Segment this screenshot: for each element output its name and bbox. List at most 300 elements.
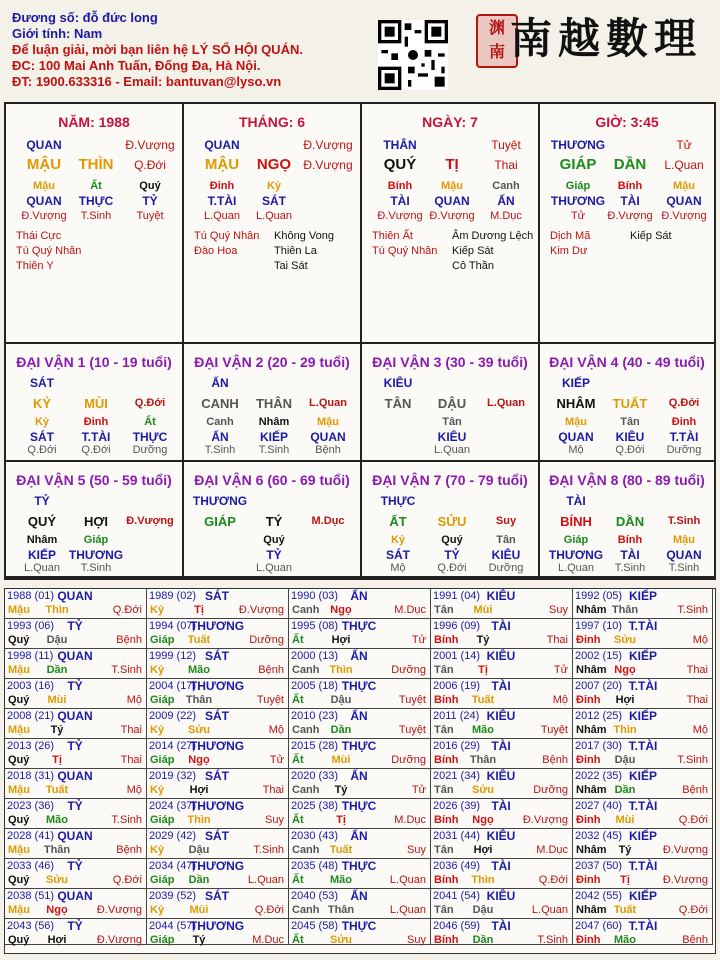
year-branch: Dần	[188, 874, 210, 886]
contact-line-3[interactable]: ĐT: 1900.633316 - Email: bantuvan@lyso.vn	[12, 74, 282, 89]
star-left: Tú Quý Nhân	[372, 245, 438, 257]
dai-van-god: TỶ	[34, 494, 50, 508]
dai-van-god: TÀI	[566, 494, 586, 508]
year-ten-god: THỰC	[341, 739, 377, 753]
year-label: 2032 (45)	[575, 830, 623, 842]
year-branch: Dậu	[46, 634, 68, 646]
dai-van-god: THỰC	[380, 494, 416, 508]
phase-top: Tử	[676, 138, 692, 152]
ten-god-top: QUAN	[26, 138, 62, 152]
year-phase: Tuyệt	[398, 694, 426, 706]
year-phase: T.Sinh	[677, 604, 708, 616]
year-ten-god: THỰC	[341, 619, 377, 633]
year-phase: T.Sinh	[111, 814, 142, 826]
year-label: 2044 (57)	[149, 920, 197, 932]
year-stem: Quý	[8, 754, 30, 766]
year-cell[interactable]	[431, 679, 573, 709]
year-cell[interactable]	[147, 709, 289, 739]
year-ten-god: T.TÀI	[628, 739, 658, 753]
year-stem: Nhâm	[576, 664, 607, 676]
year-cell[interactable]	[5, 769, 147, 799]
year-cell[interactable]	[289, 919, 431, 945]
year-phase: T.Sinh	[111, 664, 142, 676]
year-label: 1998 (11)	[7, 650, 54, 662]
year-stem: Nhâm	[576, 604, 607, 616]
year-cell[interactable]	[573, 859, 713, 889]
year-cell[interactable]	[289, 859, 431, 889]
year-stem: Giáp	[150, 934, 175, 946]
year-label: 2030 (43)	[291, 830, 339, 842]
year-ten-god: TỶ	[67, 859, 83, 873]
year-phase: L.Quan	[389, 874, 426, 886]
year-cell[interactable]	[289, 829, 431, 859]
year-ten-god: TÀI	[491, 919, 511, 933]
year-cell[interactable]	[289, 589, 431, 619]
year-cell[interactable]	[573, 799, 713, 829]
dai-van-hidden-god: TỶ	[444, 548, 460, 562]
year-label: 1988 (01)	[7, 590, 55, 602]
year-phase: Đ.Vượng	[662, 844, 708, 856]
dai-van-hidden-phase: L.Quan	[255, 562, 293, 574]
hidden-phase: M.Dục	[490, 210, 522, 222]
year-ten-god: QUAN	[57, 709, 93, 723]
year-branch: Thìn	[471, 874, 495, 886]
dai-van-stem: ẤT	[389, 514, 407, 529]
dai-van-state: Q.Đới	[668, 397, 700, 409]
year-cell[interactable]	[431, 739, 573, 769]
year-stem: Kỷ	[150, 844, 165, 856]
hidden-stem: Bính	[387, 180, 413, 192]
year-stem: Ất	[292, 634, 304, 646]
year-ten-god: THƯƠNG	[189, 919, 245, 933]
hidden-stem: Mậu	[673, 180, 695, 192]
year-stem: Kỷ	[150, 904, 165, 916]
year-stem: Giáp	[150, 874, 175, 886]
year-stem: Tân	[434, 844, 454, 856]
year-ten-god: T.TÀI	[628, 679, 658, 693]
year-branch: Tý	[50, 724, 64, 736]
year-branch: Sửu	[45, 874, 69, 886]
year-stem: Mậu	[8, 664, 30, 676]
earthly-branch: TỊ	[445, 156, 459, 173]
year-ten-god: TỶ	[67, 619, 83, 633]
year-phase: Thai	[686, 664, 708, 676]
year-branch: Mùi	[189, 904, 209, 916]
year-branch: Dậu	[614, 754, 636, 766]
year-branch: Thân	[327, 904, 355, 916]
dai-van-hidden-god: QUAN	[310, 430, 346, 444]
year-cell[interactable]	[573, 889, 713, 919]
hidden-phase: Tuyệt	[136, 210, 164, 222]
pillar-title: THÁNG: 6	[238, 114, 306, 130]
year-stem: Tân	[434, 784, 454, 796]
dai-van-branch: HỢI	[83, 514, 109, 529]
year-label: 2022 (35)	[575, 770, 623, 782]
dai-van-hidden-god: TÀI	[620, 548, 640, 562]
year-stem: Ất	[292, 814, 304, 826]
year-cell[interactable]	[431, 649, 573, 679]
dai-van-state: Q.Đới	[134, 397, 166, 409]
year-branch: Ngọ	[614, 664, 636, 676]
hidden-stem: Kỷ	[266, 180, 282, 192]
year-label: 2007 (20)	[575, 680, 623, 692]
year-stem: Canh	[292, 784, 320, 796]
year-ten-god: SÁT	[205, 829, 229, 843]
year-phase: Bệnh	[116, 844, 142, 856]
year-cell[interactable]	[147, 919, 289, 945]
hidden-phase: L.Quan	[255, 210, 293, 222]
year-stem: Quý	[8, 634, 30, 646]
year-label: 2003 (16)	[7, 680, 55, 692]
year-cell[interactable]	[147, 649, 289, 679]
dai-van-god: THƯƠNG	[192, 494, 248, 508]
gender: Giới tính: Nam	[12, 26, 103, 41]
year-cell[interactable]	[431, 799, 573, 829]
branch-state: Q.Đới	[134, 158, 166, 172]
year-label: 2020 (33)	[291, 770, 339, 782]
year-label: 2028 (41)	[7, 830, 55, 842]
star-left: Tú Quý Nhân	[194, 230, 260, 242]
year-cell[interactable]	[5, 589, 147, 619]
year-label: 2025 (38)	[291, 800, 339, 812]
year-branch: Dậu	[330, 694, 352, 706]
year-cell[interactable]	[573, 709, 713, 739]
dai-van-title: ĐẠI VẬN 7 (70 - 79 tuổi)	[372, 472, 528, 488]
year-cell[interactable]	[5, 709, 147, 739]
year-stem: Canh	[292, 664, 320, 676]
year-branch: Mùi	[331, 754, 351, 766]
year-cell[interactable]	[573, 679, 713, 709]
year-cell[interactable]	[431, 619, 573, 649]
heavenly-stem: QUÝ	[383, 156, 417, 173]
year-phase: Tử	[553, 664, 568, 676]
year-phase: M.Dục	[394, 604, 426, 616]
dai-van-stem: TÂN	[384, 396, 412, 411]
year-phase: T.Sinh	[537, 934, 568, 946]
dai-van-branch: MÙI	[84, 396, 108, 411]
year-cell[interactable]	[431, 589, 573, 619]
dai-van-cell	[540, 344, 716, 462]
year-cell[interactable]	[289, 889, 431, 919]
year-ten-god: KIÊU	[486, 589, 516, 603]
star-left: Dịch Mã	[550, 230, 591, 242]
year-cell[interactable]	[147, 829, 289, 859]
year-branch: Thìn	[187, 814, 211, 826]
dai-van-hidden-stem: Canh	[206, 416, 234, 428]
year-cell[interactable]	[147, 739, 289, 769]
year-stem: Ất	[292, 934, 304, 946]
year-cell[interactable]	[5, 799, 147, 829]
year-branch: Tý	[192, 934, 206, 946]
dai-van-hidden-god: KIÊU	[437, 430, 467, 444]
year-label: 2034 (47)	[149, 860, 197, 872]
year-phase: M.Dục	[536, 844, 568, 856]
year-branch: Sửu	[471, 784, 495, 796]
year-ten-god: TÀI	[491, 859, 511, 873]
dai-van-title: ĐẠI VẬN 4 (40 - 49 tuổi)	[549, 354, 705, 370]
year-label: 1997 (10)	[575, 620, 623, 632]
dai-van-hidden-stem: Kỷ	[390, 534, 406, 546]
year-phase: L.Quan	[531, 904, 568, 916]
dai-van-hidden-phase: L.Quan	[23, 562, 61, 574]
year-cell[interactable]	[573, 589, 713, 619]
year-ten-god: ẤN	[350, 769, 368, 783]
year-cell[interactable]	[431, 919, 573, 945]
hidden-stem: Mậu	[33, 180, 55, 192]
year-branch: Dần	[472, 934, 494, 946]
year-cell[interactable]	[147, 859, 289, 889]
year-ten-god: KIẾP	[628, 889, 658, 903]
year-phase: Thai	[262, 784, 284, 796]
year-stem: Tân	[434, 604, 454, 616]
pillar-grid	[4, 102, 716, 580]
year-ten-god: THƯƠNG	[189, 859, 245, 873]
year-ten-god: QUAN	[57, 889, 93, 903]
year-phase: Mộ	[552, 694, 568, 706]
year-cell[interactable]	[5, 619, 147, 649]
pillar-cell	[184, 104, 362, 344]
year-stem: Bính	[434, 934, 459, 946]
star-right: Thiên La	[274, 245, 317, 257]
year-branch: Mão	[614, 934, 636, 946]
dai-van-hidden-phase: Q.Đới	[81, 444, 111, 456]
year-phase: Tử	[269, 754, 284, 766]
branch-state: L.Quan	[664, 158, 704, 172]
dai-van-hidden-god: KIÊU	[615, 430, 645, 444]
year-branch: Ngọ	[330, 604, 352, 616]
dai-van-hidden-stem: Giáp	[83, 534, 109, 546]
year-cell[interactable]	[573, 619, 713, 649]
year-ten-god: THƯƠNG	[189, 679, 245, 693]
pillar-title: NGÀY: 7	[422, 114, 478, 130]
year-phase: Dưỡng	[391, 754, 426, 766]
year-cell[interactable]	[431, 829, 573, 859]
dai-van-hidden-stem: Mậu	[317, 416, 339, 428]
year-phase: L.Quan	[247, 874, 284, 886]
seal-char-1: 渊	[488, 18, 505, 37]
year-ten-god: KIẾP	[628, 829, 658, 843]
year-ten-god: KIÊU	[486, 829, 516, 843]
year-stem: Mậu	[8, 724, 30, 736]
year-branch: Tị	[620, 874, 630, 886]
year-branch: Thân	[469, 754, 497, 766]
hidden-phase: Đ.Vượng	[429, 210, 475, 222]
year-phase: Bệnh	[258, 664, 284, 676]
year-cell[interactable]	[147, 679, 289, 709]
year-cell[interactable]	[573, 739, 713, 769]
year-stem: Bính	[434, 634, 459, 646]
year-ten-god: TÀI	[491, 799, 511, 813]
dai-van-hidden-phase: T.Sinh	[204, 444, 236, 456]
dai-van-stem: KỶ	[32, 396, 52, 411]
star-right: Kiếp Sát	[630, 230, 672, 242]
dai-van-hidden-stem: Bính	[617, 534, 643, 546]
year-ten-god: THỰC	[341, 919, 377, 933]
dai-van-branch: TÝ	[265, 514, 283, 529]
year-phase: Suy	[265, 814, 284, 826]
year-cell[interactable]	[431, 889, 573, 919]
year-cell[interactable]	[147, 589, 289, 619]
dai-van-hidden-phase: Q.Đới	[615, 444, 645, 456]
year-label: 2018 (31)	[7, 770, 55, 782]
yearly-luck-table	[4, 588, 716, 954]
year-branch: Tị	[336, 814, 346, 826]
dai-van-hidden-phase: T.Sinh	[668, 562, 700, 574]
year-cell[interactable]	[147, 889, 289, 919]
year-cell[interactable]	[289, 769, 431, 799]
year-cell[interactable]	[147, 769, 289, 799]
dai-van-hidden-god: T.TÀI	[669, 430, 699, 444]
year-phase: Q.Đới	[254, 904, 284, 916]
year-cell[interactable]	[573, 919, 713, 945]
year-label: 2002 (15)	[575, 650, 623, 662]
dai-van-cell	[6, 344, 184, 462]
qr-code-icon[interactable]	[378, 20, 448, 90]
year-branch: Thìn	[613, 724, 637, 736]
year-cell[interactable]	[431, 709, 573, 739]
year-cell[interactable]	[147, 619, 289, 649]
year-cell[interactable]	[5, 889, 147, 919]
dai-van-hidden-god: SÁT	[386, 548, 410, 562]
year-cell[interactable]	[5, 679, 147, 709]
year-cell[interactable]	[289, 619, 431, 649]
year-label: 1993 (06)	[7, 620, 55, 632]
year-cell[interactable]	[147, 799, 289, 829]
year-phase: Q.Đới	[112, 874, 142, 886]
dai-van-hidden-phase: T.Sinh	[258, 444, 290, 456]
year-label: 1996 (09)	[433, 620, 481, 632]
year-label: 2004 (17)	[149, 680, 197, 692]
year-phase: Thai	[546, 634, 568, 646]
year-cell[interactable]	[5, 859, 147, 889]
dai-van-hidden-stem: Giáp	[563, 534, 589, 546]
star-left: Tú Quý Nhân	[16, 245, 82, 257]
year-label: 2038 (51)	[7, 890, 55, 902]
year-stem: Tân	[434, 904, 454, 916]
year-cell[interactable]	[289, 799, 431, 829]
year-cell[interactable]	[573, 829, 713, 859]
year-label: 2035 (48)	[291, 860, 339, 872]
hidden-god: QUAN	[666, 194, 702, 208]
year-stem: Bính	[434, 814, 459, 826]
year-branch: Hợi	[189, 784, 209, 796]
contact-line-2: ĐC: 100 Mai Anh Tuấn, Đống Đa, Hà Nội.	[12, 58, 261, 73]
year-label: 2033 (46)	[7, 860, 55, 872]
year-phase: T.Sinh	[677, 754, 708, 766]
year-branch: Dần	[46, 664, 68, 676]
year-label: 2000 (13)	[291, 650, 339, 662]
dai-van-hidden-phase: Dưỡng	[132, 444, 168, 456]
year-branch: Sửu	[613, 634, 637, 646]
year-cell[interactable]	[289, 709, 431, 739]
year-label: 2021 (34)	[433, 770, 481, 782]
year-cell[interactable]	[5, 829, 147, 859]
year-ten-god: SÁT	[205, 649, 229, 663]
year-cell[interactable]	[431, 769, 573, 799]
year-ten-god: SÁT	[205, 769, 229, 783]
year-cell[interactable]	[289, 739, 431, 769]
year-label: 2009 (22)	[149, 710, 197, 722]
year-label: 2039 (52)	[149, 890, 197, 902]
year-phase: L.Quan	[389, 904, 426, 916]
dai-van-cell	[540, 462, 716, 578]
star-right: Kiếp Sát	[452, 245, 494, 257]
year-cell[interactable]	[5, 919, 147, 945]
seal-char-2: 南	[488, 42, 505, 61]
year-ten-god: SÁT	[205, 709, 229, 723]
star-right: Không Vong	[274, 230, 334, 242]
year-branch: Thân	[611, 604, 639, 616]
year-ten-god: THỰC	[341, 859, 377, 873]
dai-van-hidden-stem: Tân	[620, 416, 640, 428]
year-ten-god: ẤN	[350, 589, 368, 603]
year-ten-god: KIÊU	[486, 709, 516, 723]
year-cell[interactable]	[573, 649, 713, 679]
year-label: 2012 (25)	[575, 710, 623, 722]
year-ten-god: SÁT	[205, 589, 229, 603]
dai-van-hidden-phase: Dưỡng	[488, 562, 524, 574]
year-stem: Kỷ	[150, 664, 165, 676]
dai-van-cell	[184, 344, 362, 462]
year-label: 2015 (28)	[291, 740, 339, 752]
year-ten-god: TÀI	[491, 679, 511, 693]
year-label: 2010 (23)	[291, 710, 339, 722]
star-left: Thái Cực	[16, 230, 62, 242]
year-stem: Bính	[434, 694, 459, 706]
year-cell[interactable]	[289, 649, 431, 679]
year-ten-god: T.TÀI	[628, 859, 658, 873]
year-ten-god: T.TÀI	[628, 619, 658, 633]
hidden-god: SÁT	[262, 194, 286, 208]
year-cell[interactable]	[431, 859, 573, 889]
year-ten-god: TỶ	[67, 739, 83, 753]
dai-van-title: ĐẠI VẬN 5 (50 - 59 tuổi)	[16, 472, 172, 488]
dai-van-hidden-stem: Ất	[144, 416, 156, 428]
year-phase: Mộ	[126, 784, 142, 796]
year-branch: Thân	[185, 694, 213, 706]
year-label: 2014 (27)	[149, 740, 197, 752]
year-cell[interactable]	[5, 649, 147, 679]
year-ten-god: QUAN	[57, 589, 93, 603]
year-cell[interactable]	[5, 739, 147, 769]
dai-van-branch: TUẤT	[612, 396, 648, 411]
heavenly-stem: GIÁP	[559, 156, 597, 173]
year-phase: Mộ	[268, 724, 284, 736]
year-stem: Bính	[434, 754, 459, 766]
dai-van-hidden-phase: Q.Đới	[437, 562, 467, 574]
year-ten-god: THƯƠNG	[189, 799, 245, 813]
year-label: 2045 (58)	[291, 920, 339, 932]
year-stem: Mậu	[8, 784, 30, 796]
year-branch: Tý	[618, 844, 632, 856]
dai-van-stem: GIÁP	[204, 514, 236, 529]
dai-van-hidden-god: KIẾP	[27, 548, 57, 562]
dai-van-hidden-phase: T.Sinh	[614, 562, 646, 574]
year-cell[interactable]	[573, 769, 713, 799]
year-cell[interactable]	[289, 679, 431, 709]
pillar-cell	[540, 104, 716, 344]
ten-god-top: THÂN	[383, 138, 417, 152]
year-phase: Đ.Vượng	[96, 904, 142, 916]
year-phase: Mộ	[692, 724, 708, 736]
year-label: 2019 (32)	[149, 770, 197, 782]
hidden-stem: Đinh	[209, 180, 235, 192]
year-phase: Bệnh	[116, 634, 142, 646]
hidden-god: THỰC	[78, 194, 114, 208]
dai-van-hidden-phase: Dưỡng	[666, 444, 702, 456]
pillar-title: GIỜ: 3:45	[595, 114, 659, 130]
year-stem: Kỷ	[150, 604, 165, 616]
